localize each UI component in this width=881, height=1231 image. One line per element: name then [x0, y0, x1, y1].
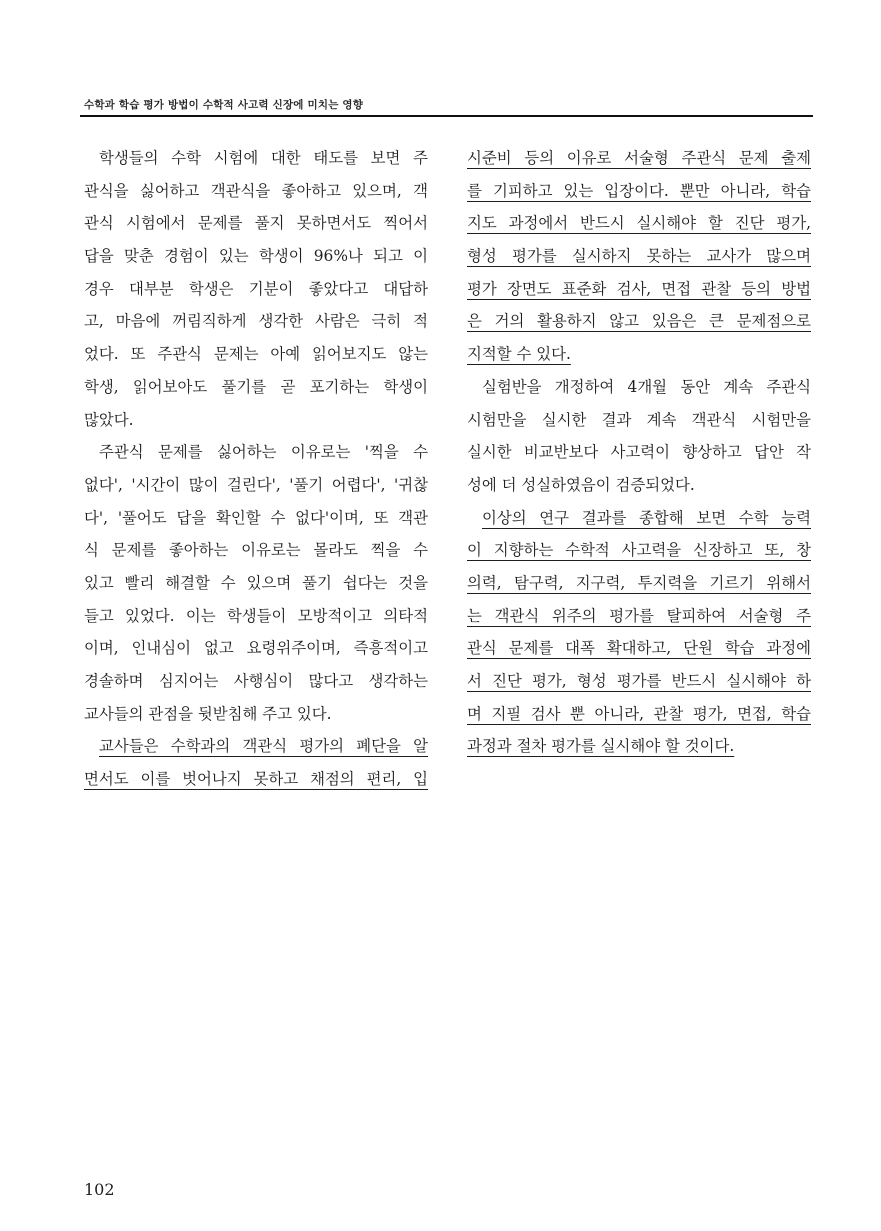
text-line: 시준비 등의 이유로 서술형 주관식 문제 출제: [467, 149, 811, 167]
text-line: 관식 시험에서 문제를 풀지 못하면서도 찍어서: [84, 214, 428, 233]
text-line: 형성 평가를 실시하지 못하는 교사가 많으며: [467, 247, 811, 266]
text-line: 관식 문제를 대폭 확대하고, 단원 학습 과정에: [467, 639, 811, 658]
text-line: 평가 장면도 표준화 검사, 면접 관찰 등의 방법: [467, 279, 811, 298]
text-line: 시험만을 실시한 결과 계속 객관식 시험만을: [467, 410, 811, 429]
text-line: 과정과 절차 평가를 실시해야 할 것이다.: [467, 737, 735, 756]
text-line: 다', '풀어도 답을 확인할 수 없다'이며, 또 객관: [84, 508, 428, 527]
text-line: 교사들은 수학과의 객관식 평가의 폐단을 알: [99, 737, 428, 756]
text-line: 지도 과정에서 반드시 실시해야 할 진단 평가,: [467, 214, 811, 233]
text-line: 며 지필 검사 뿐 아니라, 관찰 평가, 면접, 학습: [467, 704, 811, 723]
text-line: 많았다.: [84, 410, 134, 429]
text-line: 었다. 또 주관식 문제는 아예 읽어보지도 않는: [84, 345, 428, 364]
text-line: 는 객관식 위주의 평가를 탈피하여 서술형 주: [467, 606, 811, 625]
text-line: 성에 더 성실하였음이 검증되었다.: [467, 475, 695, 494]
running-head: 수학과 학습 평가 방법이 수학적 사고력 신장에 미치는 영향: [84, 99, 364, 111]
text-line: 주관식 문제를 싫어하는 이유로는 '찍을 수: [99, 443, 428, 462]
right-column: [467, 142, 811, 763]
text-line: 교사들의 관점을 뒷받침해 주고 있다.: [84, 704, 332, 723]
text-line: 경솔하며 심지어는 사행심이 많다고 생각하는: [84, 672, 428, 690]
text-line: 없다', '시간이 많이 걸린다', '풀기 어렵다', '귀찮: [84, 475, 428, 494]
text-line: 이 지향하는 수학적 사고력을 신장하고 또, 창: [467, 541, 811, 560]
page-number: 102: [84, 1180, 115, 1199]
left-column: [84, 142, 428, 796]
text-line: 관식을 싫어하고 객관식을 좋아하고 있으며, 객: [84, 181, 428, 200]
text-line: 들고 있었다. 이는 학생들이 모방적이고 의타적: [84, 606, 428, 625]
text-line: 경우 대부분 학생은 기분이 좋았다고 대답하: [84, 279, 428, 298]
text-line: 서 진단 평가, 형성 평가를 반드시 실시해야 하: [467, 672, 811, 690]
text-line: 실험반을 개정하여 4개월 동안 계속 주관식: [482, 377, 811, 396]
text-line: 지적할 수 있다.: [467, 345, 571, 364]
text-line: 실시한 비교반보다 사고력이 향상하고 답안 작: [467, 443, 811, 462]
header-rule: [80, 115, 813, 117]
text-line: 의력, 탐구력, 지구력, 투지력을 기르기 위해서: [467, 573, 811, 592]
text-line: 식 문제를 좋아하는 이유로는 몰라도 찍을 수: [84, 541, 428, 560]
text-line: 학생, 읽어보아도 풀기를 곧 포기하는 학생이: [84, 377, 428, 396]
text-line: 있고 빨리 해결할 수 있으며 풀기 쉽다는 것을: [84, 573, 428, 592]
text-line: 학생들의 수학 시험에 대한 태도를 보면 주: [99, 149, 428, 167]
text-line: 이며, 인내심이 없고 요령위주이며, 즉흥적이고: [84, 639, 428, 658]
text-line: 면서도 이를 벗어나지 못하고 채점의 편리, 입: [84, 770, 428, 789]
text-line: 를 기피하고 있는 입장이다. 뿐만 아니라, 학습: [467, 181, 811, 200]
text-line: 고, 마음에 꺼림직하게 생각한 사람은 극히 적: [84, 312, 428, 331]
text-line: 답을 맞춘 경험이 있는 학생이 96%나 되고 이: [84, 247, 428, 266]
text-line: 은 거의 활용하지 않고 있음은 큰 문제점으로: [467, 312, 811, 331]
text-line: 이상의 연구 결과를 종합해 보면 수학 능력: [482, 508, 811, 527]
